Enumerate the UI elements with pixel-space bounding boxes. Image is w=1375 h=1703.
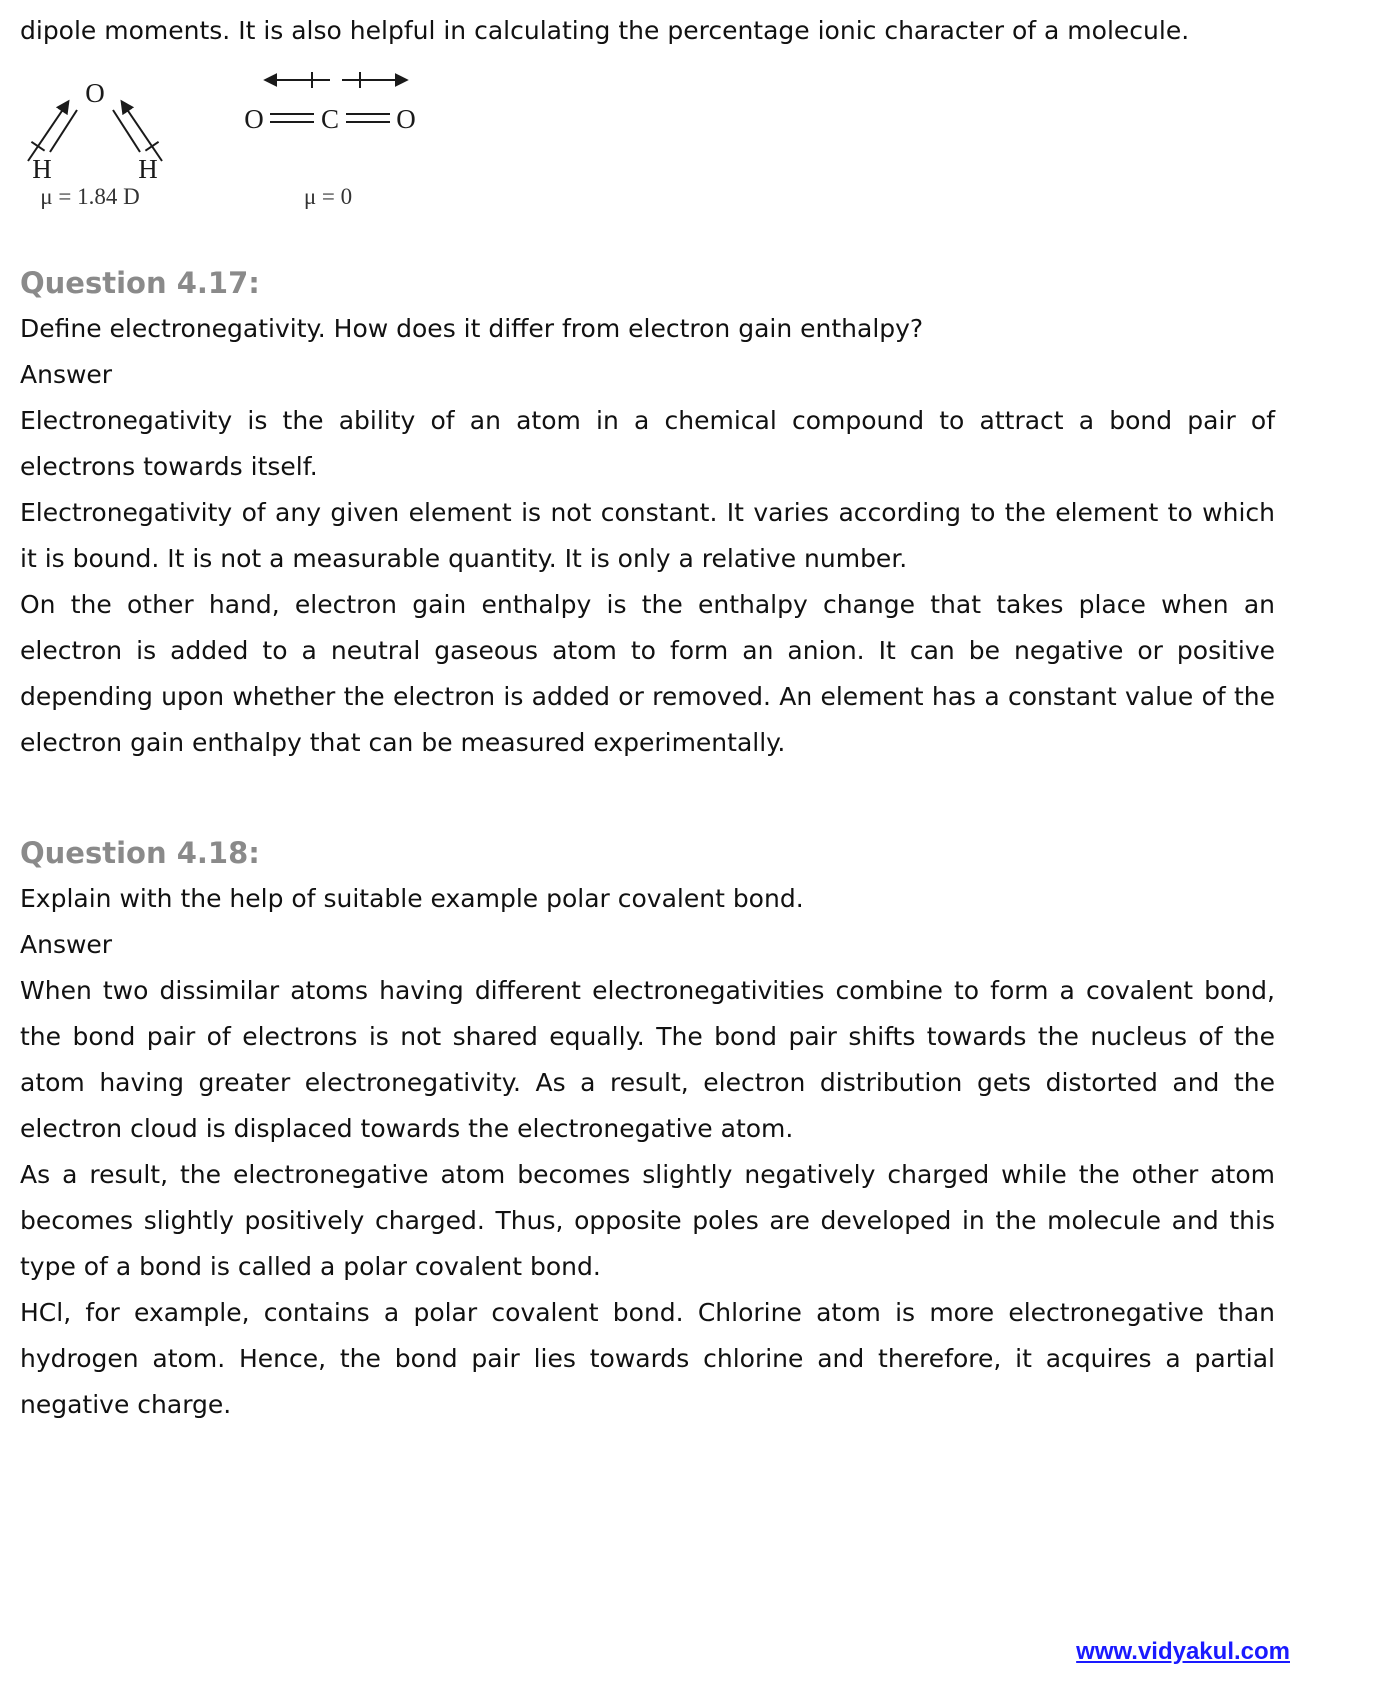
- dipole-cross-left: [31, 142, 44, 151]
- hydrogen-left-label: H: [32, 154, 52, 184]
- answer-paragraph: HCl, for example, contains a polar covalent bond. Chlorine atom is more electronegative than hydrogen atom. Hence, the bond pair lies towards chlorine and therefore, it acquires a partial negative charge.: [20, 1298, 1275, 1419]
- hydrogen-right-label: H: [138, 154, 158, 184]
- dipole-cross-right: [145, 142, 158, 151]
- answer-paragraph: On the other hand, electron gain enthalpy is the enthalpy change that takes place when an electron is added to a neutral gaseous atom to form an anion. It can be negative or positive depending upon whether the electron is added or removed. An element has a constant value of the electron gain enthalpy that can be measured experimentally.: [20, 590, 1275, 757]
- question-418-heading: Question 4.18:: [20, 836, 260, 870]
- page-footer: [1076, 1638, 1290, 1666]
- oxygen-atom-label: O: [85, 78, 105, 108]
- dipole-diagrams: [20, 66, 1275, 216]
- carbon-atom-label: C: [320, 104, 340, 134]
- water-dipole-moment-label: μ = 1.84 D: [40, 184, 140, 209]
- oxygen-right-label: O: [396, 104, 416, 134]
- oxygen-left-label: O: [244, 104, 264, 134]
- question-417-heading: Question 4.17:: [20, 266, 260, 300]
- bond-line-right: [113, 110, 140, 152]
- question-418-section: [20, 830, 1275, 1428]
- water-dipole-diagram: [20, 66, 170, 216]
- co2-dipole-diagram: [240, 66, 420, 216]
- answer-paragraph: Electronegativity of any given element is not constant. It varies according to the element to which it is bound. It is not a measurable quantity. It is only a relative number.: [20, 498, 1275, 573]
- answer-paragraph: Electronegativity is the ability of an atom in a chemical compound to attract a bond pair of electrons towards itself.: [20, 406, 1275, 481]
- answer-label: Answer: [20, 930, 113, 959]
- question-417-text: Define electronegativity. How does it differ from electron gain enthalpy?: [20, 314, 924, 343]
- footer-link[interactable]: www.vidyakul.com: [1076, 1638, 1290, 1665]
- answer-label: Answer: [20, 360, 113, 389]
- intro-paragraph: dipole moments. It is also helpful in calculating the percentage ionic character of a molecule.: [20, 16, 1190, 45]
- bond-line-left: [50, 110, 77, 152]
- question-418-text: Explain with the help of suitable example polar covalent bond.: [20, 884, 804, 913]
- answer-paragraph: As a result, the electronegative atom becomes slightly negatively charged while the other atom becomes slightly positively charged. Thus, opposite poles are developed in the molecule and this type of a bond is called a polar covalent bond.: [20, 1160, 1275, 1281]
- co2-dipole-moment-label: μ = 0: [303, 184, 353, 209]
- answer-paragraph: When two dissimilar atoms having different electronegativities combine to form a covalent bond, the bond pair of electrons is not shared equally. The bond pair shifts towards the nucleus of the atom having greater electronegativity. As a result, electron distribution gets distorted and the electron cloud is displaced towards the electronegative atom.: [20, 976, 1275, 1143]
- question-417-section: [20, 260, 1275, 766]
